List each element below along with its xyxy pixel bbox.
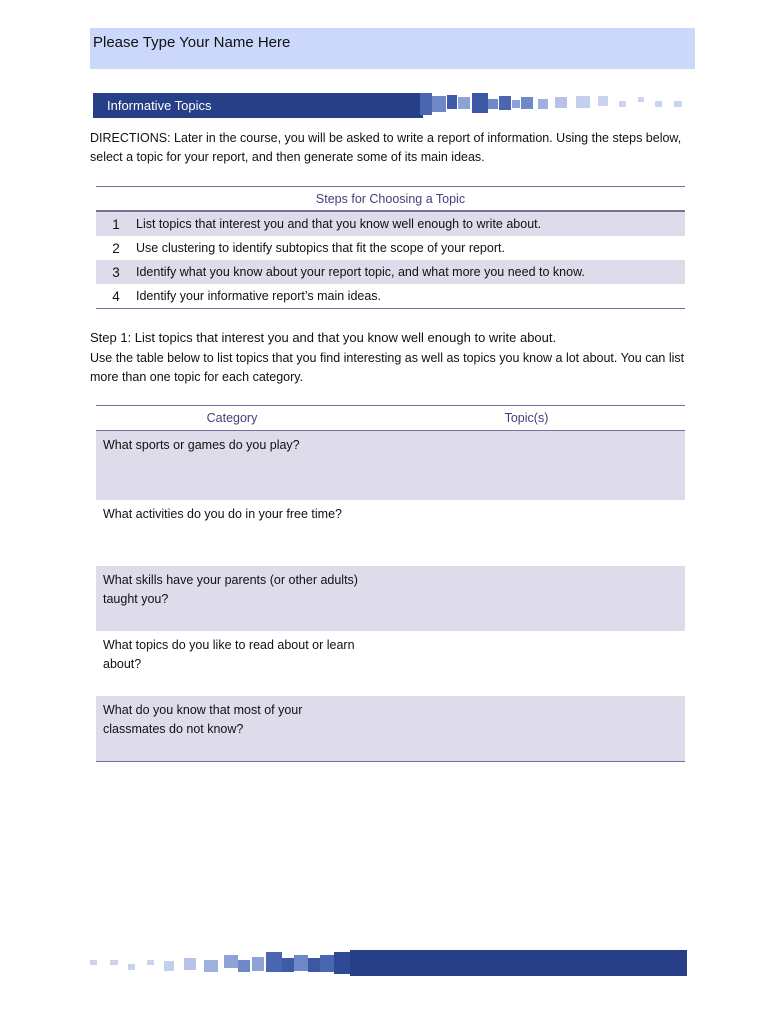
category-cell: What sports or games do you play?: [96, 431, 368, 500]
directions-paragraph: [90, 129, 690, 167]
footer-banner: [350, 950, 687, 976]
step1-heading: Step 1: List topics that interest you and that you know well enough to write about.: [90, 330, 557, 345]
name-field[interactable]: Please Type Your Name Here: [90, 28, 695, 69]
topics-input-cell[interactable]: [368, 431, 685, 500]
step-number: 4: [96, 284, 136, 309]
table-row: [96, 431, 685, 500]
directions-label: DIRECTIONS:: [90, 131, 171, 145]
step-text: Use clustering to identify subtopics that fit the scope of your report.: [136, 241, 505, 255]
directions-text: Later in the course, you will be asked to write a report of information. Using the steps below, select a topic for your report, and then generate some of its main ideas.: [90, 131, 682, 164]
step-number: 2: [112, 240, 120, 256]
category-cell: What topics do you like to read about or learn about?: [103, 637, 355, 671]
step-number: 3: [96, 260, 136, 284]
step-number: 1: [96, 211, 136, 236]
topics-input-cell[interactable]: [368, 500, 685, 566]
topics-input-cell[interactable]: [368, 696, 685, 762]
category-cell: What skills have your parents (or other adults) taught you?: [96, 566, 368, 631]
category-cell: What activities do you do in your free time?: [103, 506, 343, 521]
section-title-banner: Informative Topics: [93, 93, 423, 118]
table-row: [96, 260, 685, 284]
topics-input-cell[interactable]: [368, 566, 685, 631]
table-row: [96, 631, 685, 696]
steps-table-header: Steps for Choosing a Topic: [96, 187, 685, 212]
step-text: Identify what you know about your report topic, and what more you need to know.: [136, 260, 685, 284]
table-row: [96, 236, 685, 260]
category-column-header: Category: [96, 406, 368, 431]
category-table: [96, 405, 685, 762]
table-row: [96, 696, 685, 762]
step-text: Identify your informative report’s main ideas.: [136, 284, 685, 309]
table-row: [96, 284, 685, 309]
table-row: [96, 500, 685, 566]
topics-column-header: Topic(s): [368, 406, 685, 431]
step1-description: Use the table below to list topics that you find interesting as well as topics you know a lot about. You can list more than one topic for each category.: [90, 351, 685, 384]
topics-input-cell[interactable]: [368, 631, 685, 696]
table-row: [96, 211, 685, 236]
table-row: [96, 566, 685, 631]
category-cell: What do you know that most of your classmates do not know?: [96, 696, 368, 762]
step-text: List topics that interest you and that you know well enough to write about.: [136, 211, 685, 236]
steps-table: [96, 186, 685, 309]
